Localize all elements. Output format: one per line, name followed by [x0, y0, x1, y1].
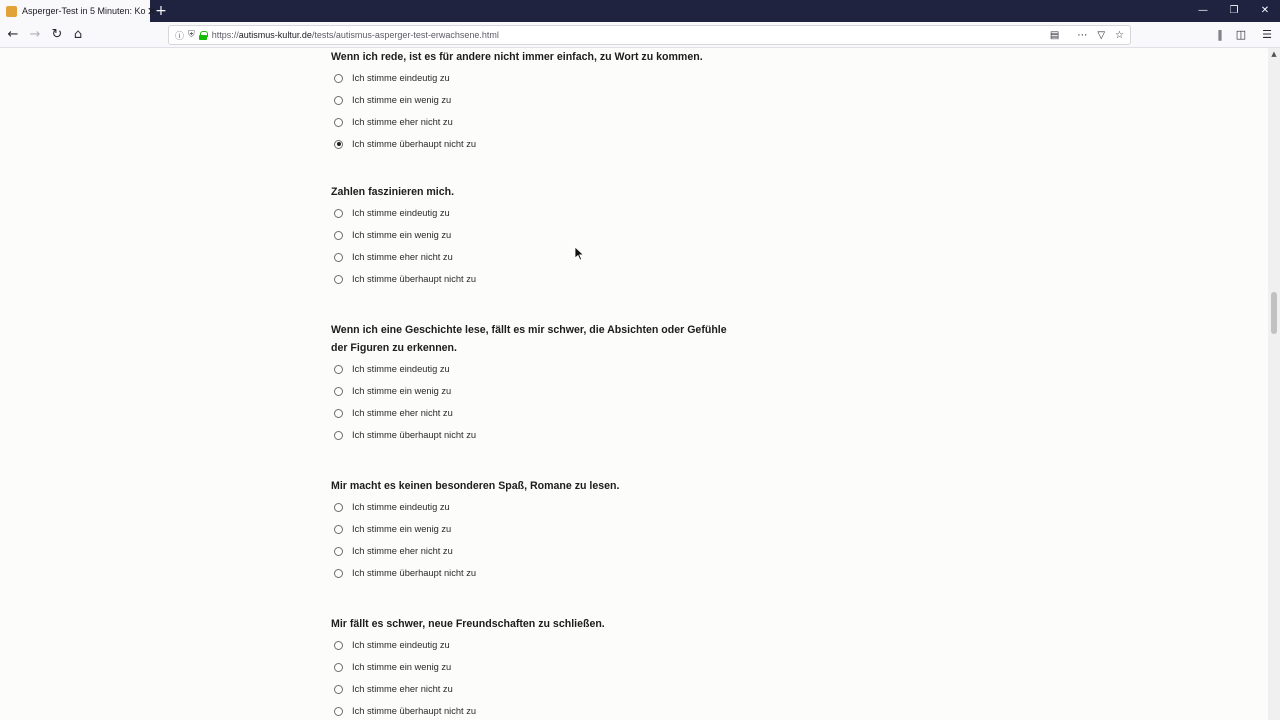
tab-close-icon[interactable]: ✕	[146, 4, 157, 18]
answer-option-label: Ich stimme eher nicht zu	[352, 117, 453, 127]
radio-button[interactable]	[334, 387, 343, 396]
restore-window-icon[interactable]: ❐	[1229, 5, 1239, 16]
lock-icon[interactable]	[199, 31, 207, 40]
scrollbar-thumb[interactable]	[1271, 292, 1277, 334]
radio-button[interactable]	[334, 118, 343, 127]
radio-button[interactable]	[334, 547, 343, 556]
question-text: Wenn ich rede, ist es für andere nicht immer einfach, zu Wort zu kommen.	[331, 51, 703, 63]
answer-option-label: Ich stimme eindeutig zu	[352, 502, 450, 512]
pocket-icon[interactable]: ▽	[1097, 29, 1106, 41]
answer-option-label: Ich stimme eindeutig zu	[352, 640, 450, 650]
answer-option-label: Ich stimme eher nicht zu	[352, 408, 453, 418]
answer-option[interactable]	[334, 638, 450, 652]
radio-button[interactable]	[334, 140, 343, 149]
answer-option[interactable]	[334, 115, 453, 129]
radio-button[interactable]	[334, 503, 343, 512]
answer-option[interactable]	[334, 704, 476, 718]
tracking-shield-icon[interactable]: ⛨	[188, 30, 195, 40]
scroll-up-icon[interactable]: ▲	[1271, 50, 1277, 58]
radio-button[interactable]	[334, 209, 343, 218]
page-actions-icon[interactable]: ⋯	[1077, 29, 1088, 41]
answer-option[interactable]	[334, 406, 453, 420]
answer-option-label: Ich stimme eher nicht zu	[352, 546, 453, 556]
sidebar-icon[interactable]: ◫	[1235, 28, 1247, 41]
reload-icon[interactable]: ↻	[51, 27, 63, 42]
forward-arrow-icon[interactable]: →	[29, 27, 41, 42]
url-text[interactable]: https://autismus-kultur.de/tests/autismus-asperger-test-erwachsene.html	[211, 30, 499, 40]
tab-active[interactable]	[0, 0, 157, 22]
radio-button[interactable]	[334, 707, 343, 716]
answer-option-label: Ich stimme überhaupt nicht zu	[352, 568, 477, 578]
answer-option-label: Ich stimme ein wenig zu	[352, 524, 452, 534]
question-text: Mir fällt es schwer, neue Freundschaften zu schließen.	[331, 618, 605, 630]
bookmark-star-icon[interactable]: ☆	[1115, 29, 1124, 41]
answer-option[interactable]	[334, 660, 451, 674]
minimize-window-icon[interactable]: —	[1198, 5, 1208, 16]
answer-option-label: Ich stimme eher nicht zu	[352, 252, 453, 262]
answer-option-label: Ich stimme überhaupt nicht zu	[352, 706, 477, 716]
radio-button[interactable]	[334, 231, 343, 240]
answer-option[interactable]	[334, 544, 453, 558]
new-tab-button[interactable]: +	[155, 3, 167, 19]
answer-option[interactable]	[334, 682, 453, 696]
answer-option[interactable]	[334, 362, 450, 376]
back-arrow-icon[interactable]: ←	[7, 27, 19, 42]
navigation-toolbar	[0, 22, 1280, 48]
answer-option-label: Ich stimme eindeutig zu	[352, 73, 450, 83]
radio-button[interactable]	[334, 409, 343, 418]
mouse-cursor-icon	[575, 246, 585, 260]
answer-option[interactable]	[334, 228, 451, 242]
answer-option[interactable]	[334, 428, 476, 442]
home-icon[interactable]: ⌂	[73, 27, 83, 42]
radio-button[interactable]	[334, 96, 343, 105]
close-window-icon[interactable]: ✕	[1260, 5, 1270, 16]
answer-option-label: Ich stimme überhaupt nicht zu	[352, 139, 477, 149]
answer-option-label: Ich stimme ein wenig zu	[352, 95, 452, 105]
answer-option-label: Ich stimme eindeutig zu	[352, 364, 450, 374]
answer-option[interactable]	[334, 522, 451, 536]
answer-option[interactable]	[334, 384, 451, 398]
question-text: Mir macht es keinen besonderen Spaß, Romane zu lesen.	[331, 480, 620, 492]
radio-button[interactable]	[334, 74, 343, 83]
reader-view-icon[interactable]: ▤	[1049, 29, 1060, 41]
radio-button[interactable]	[334, 431, 343, 440]
tab-bar	[0, 0, 1280, 22]
page-content	[0, 48, 1268, 720]
answer-option-label: Ich stimme ein wenig zu	[352, 662, 452, 672]
answer-option[interactable]	[334, 137, 476, 151]
radio-button[interactable]	[334, 253, 343, 262]
answer-option-label: Ich stimme ein wenig zu	[352, 230, 452, 240]
radio-button[interactable]	[334, 275, 343, 284]
answer-option[interactable]	[334, 272, 476, 286]
answer-option[interactable]	[334, 71, 450, 85]
answer-option[interactable]	[334, 500, 450, 514]
answer-option-label: Ich stimme überhaupt nicht zu	[352, 274, 477, 284]
answer-option[interactable]	[334, 206, 450, 220]
page-scrollbar[interactable]	[1268, 48, 1280, 720]
site-favicon-icon	[6, 6, 17, 17]
question-text: Zahlen faszinieren mich.	[331, 186, 455, 198]
radio-button[interactable]	[334, 365, 343, 374]
answer-option[interactable]	[334, 566, 476, 580]
answer-option-label: Ich stimme ein wenig zu	[352, 386, 452, 396]
tab-title: Asperger-Test in 5 Minuten: Ko	[22, 6, 146, 16]
radio-button[interactable]	[334, 641, 343, 650]
radio-button[interactable]	[334, 525, 343, 534]
hamburger-menu-icon[interactable]: ☰	[1262, 28, 1272, 41]
radio-button[interactable]	[334, 569, 343, 578]
answer-option-label: Ich stimme eindeutig zu	[352, 208, 450, 218]
answer-option-label: Ich stimme überhaupt nicht zu	[352, 430, 477, 440]
url-bar[interactable]	[168, 25, 1131, 45]
question-text: Wenn ich eine Geschichte lese, fällt es mir schwer, die Absichten oder Gefühle der Figuren zu erkennen.	[331, 324, 727, 354]
radio-button[interactable]	[334, 685, 343, 694]
info-icon[interactable]: ⓘ	[175, 31, 185, 42]
answer-option[interactable]	[334, 93, 451, 107]
answer-option-label: Ich stimme eher nicht zu	[352, 684, 453, 694]
library-icon[interactable]: ‖	[1217, 28, 1223, 41]
radio-button[interactable]	[334, 663, 343, 672]
answer-option[interactable]	[334, 250, 453, 264]
